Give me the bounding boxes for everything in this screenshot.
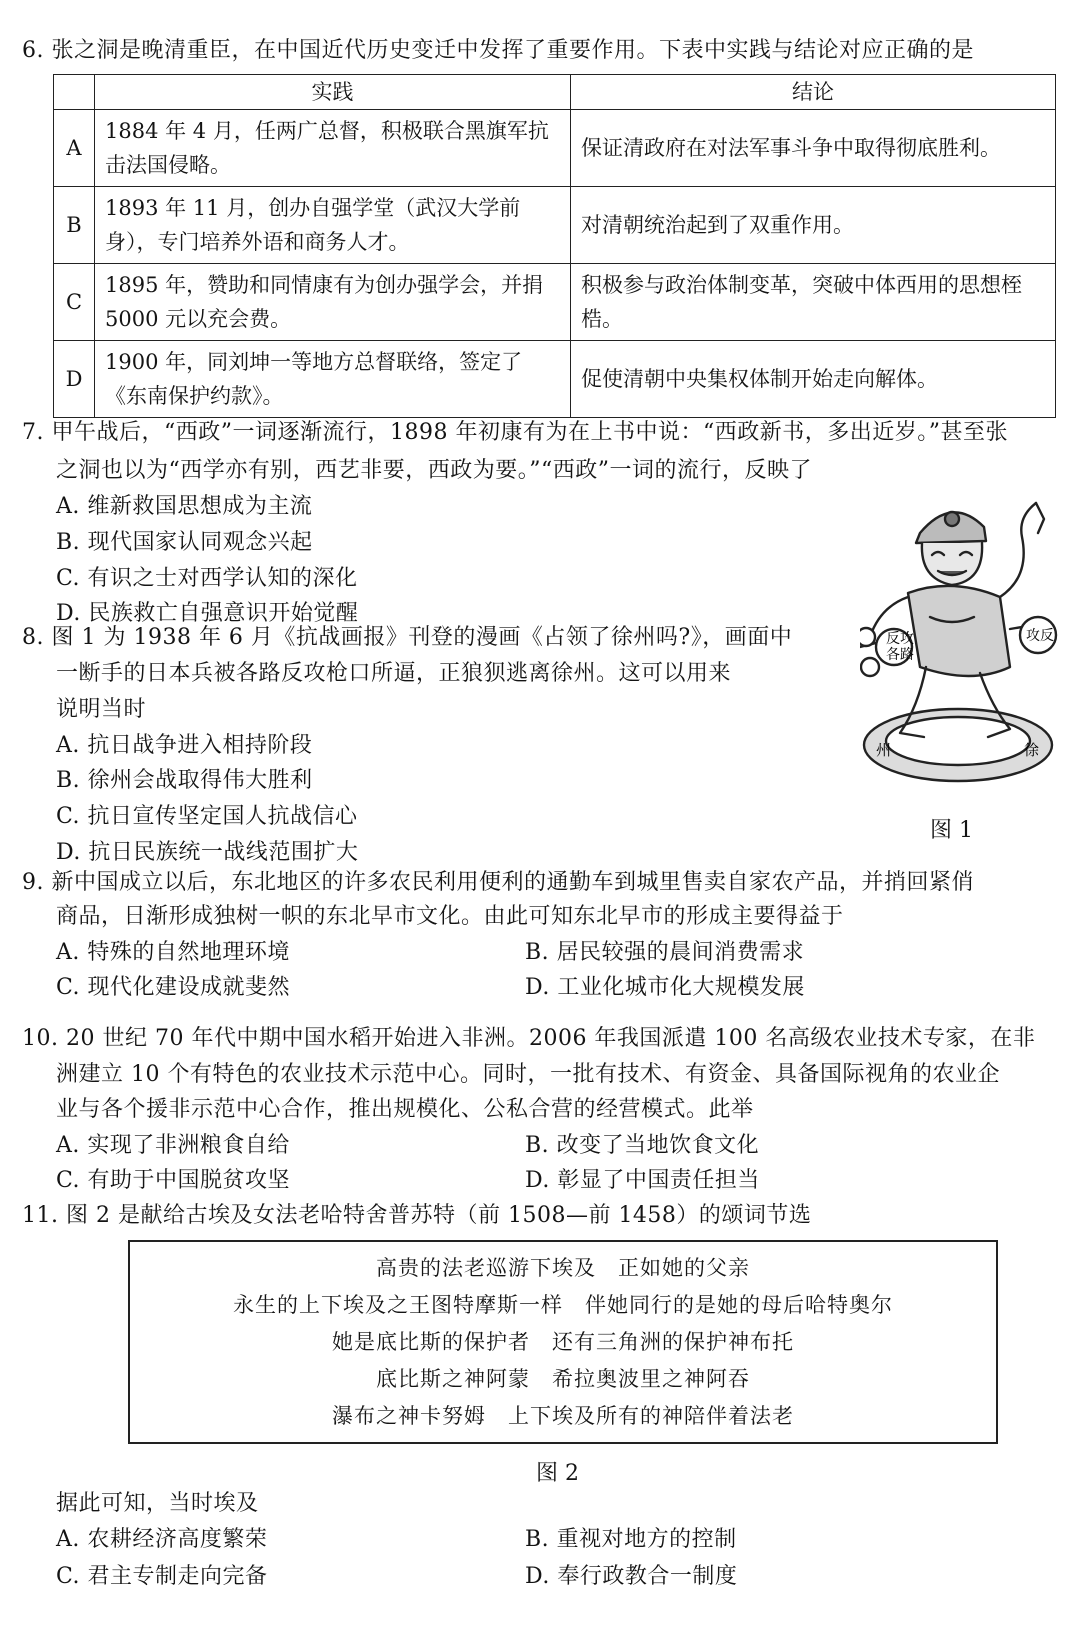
- q9-option-a: A. 特殊的自然地理环境: [56, 940, 290, 965]
- eulogy-line-4: 底比斯之神阿蒙 希拉奥波里之神阿吞: [376, 1367, 750, 1391]
- table-row: [54, 341, 1056, 418]
- q11-option-a: A. 农耕经济高度繁荣: [56, 1527, 268, 1552]
- figure-2-caption: 图 2: [536, 1461, 579, 1486]
- q8-option-a: A. 抗日战争进入相持阶段: [56, 733, 313, 758]
- q6-table: [53, 74, 1056, 418]
- figure-1-cartoon: [860, 497, 1058, 827]
- q8-option-d: D. 抗日民族统一战线范围扩大: [56, 840, 359, 865]
- q8-option-b: B. 徐州会战取得伟大胜利: [56, 768, 313, 793]
- q11-stem: 11. 图 2 是献给古埃及女法老哈特舍普苏特（前 1508—前 1458）的颂词节选: [22, 1203, 812, 1228]
- q8-stem-line1: 8. 图 1 为 1938 年 6 月《抗战画报》刊登的漫画《占领了徐州吗?》，画面中: [22, 625, 793, 650]
- q11-option-b: B. 重视对地方的控制: [525, 1527, 737, 1552]
- practice-cell: 1893 年 11 月，创办自强学堂（武汉大学前身），专门培养外语和商务人才。: [95, 187, 571, 264]
- gun-label-right: 攻反: [1026, 628, 1054, 644]
- q10-option-d: D. 彰显了中国责任担当: [525, 1168, 760, 1193]
- ring-label-left: 州: [876, 741, 892, 759]
- conclusion-cell: 对清朝统治起到了双重作用。: [571, 187, 1056, 264]
- q8-option-c: C. 抗日宣传坚定国人抗战信心: [56, 804, 358, 829]
- table-row: [54, 264, 1056, 341]
- q10-stem-line1: 10. 20 世纪 70 年代中期中国水稻开始进入非洲。2006 年我国派遣 100 名高级农业技术专家，在非: [22, 1026, 1036, 1051]
- conclusion-cell: 保证清政府在对法军事斗争中取得彻底胜利。: [571, 110, 1056, 187]
- q11-option-d: D. 奉行政教合一制度: [525, 1564, 738, 1589]
- q8-stem-line2: 一断手的日本兵被各路反攻枪口所逼，正狼狈逃离徐州。这可以用来: [56, 661, 732, 686]
- option-cell: C: [54, 264, 95, 341]
- q9-stem-line1: 9. 新中国成立以后，东北地区的许多农民利用便利的通勤车到城里售卖自家农产品，并捎回紧俏: [22, 870, 974, 895]
- practice-col-header: 实践: [95, 75, 571, 110]
- table-row: [54, 187, 1056, 264]
- q10-stem-line2: 洲建立 10 个有特色的农业技术示范中心。同时，一批有技术、有资金、具备国际视角的农业企: [56, 1062, 1000, 1087]
- practice-cell: 1900 年，同刘坤一等地方总督联络，签定了《东南保护约款》。: [95, 341, 571, 418]
- q7-option-d: D. 民族救亡自强意识开始觉醒: [56, 601, 359, 626]
- conclusion-cell: 积极参与政治体制变革，突破中体西用的思想桎梏。: [571, 264, 1056, 341]
- practice-cell: 1884 年 4 月，任两广总督，积极联合黑旗军抗击法国侵略。: [95, 110, 571, 187]
- q10-option-a: A. 实现了非洲粮食自给: [56, 1133, 290, 1158]
- option-col-header: [54, 75, 95, 110]
- table-row: [54, 110, 1056, 187]
- practice-cell: 1895 年，赞助和同情康有为创办强学会，并捐 5000 元以充会费。: [95, 264, 571, 341]
- eulogy-line-2: 永生的上下埃及之王图特摩斯一样 伴她同行的是她的母后哈特奥尔: [233, 1293, 893, 1317]
- q11-option-c: C. 君主专制走向完备: [56, 1564, 268, 1589]
- figure-2-eulogy-box: [128, 1240, 998, 1444]
- q8-stem-line3: 说明当时: [56, 697, 147, 722]
- q7-stem-line1: 7. 甲午战后，“西政”一词逐渐流行，1898 年初康有为在上书中说：“西政新书，多出近岁。”甚至张: [22, 420, 1008, 445]
- option-cell: B: [54, 187, 95, 264]
- q7-stem-line2: 之洞也以为“西学亦有别，西艺非要，西政为要。”“西政”一词的流行，反映了: [56, 458, 812, 483]
- table-header-row: [54, 75, 1056, 110]
- ring-label-right: 徐: [1024, 741, 1040, 759]
- q7-option-b: B. 现代国家认同观念兴起: [56, 530, 313, 555]
- soldier-cartoon-illustration: [860, 497, 1058, 797]
- eulogy-line-3: 她是底比斯的保护者 还有三角洲的保护神布托: [332, 1330, 794, 1354]
- q7-option-c: C. 有识之士对西学认知的深化: [56, 566, 358, 591]
- q7-option-a: A. 维新救国思想成为主流: [56, 494, 313, 519]
- q9-option-d: D. 工业化城市化大规模发展: [525, 975, 805, 1000]
- q9-option-b: B. 居民较强的晨间消费需求: [525, 940, 805, 965]
- figure-1-caption: 图 1: [930, 818, 973, 843]
- eulogy-line-1: 高贵的法老巡游下埃及 正如她的父亲: [376, 1256, 750, 1280]
- q9-option-c: C. 现代化建设成就斐然: [56, 975, 291, 1000]
- option-cell: A: [54, 110, 95, 187]
- q10-option-c: C. 有助于中国脱贫攻坚: [56, 1168, 291, 1193]
- eulogy-line-5: 瀑布之神卡努姆 上下埃及所有的神陪伴着法老: [332, 1404, 794, 1428]
- option-cell: D: [54, 341, 95, 418]
- q10-stem-line3: 业与各个援非示范中心合作，推出规模化、公私合营的经营模式。此举: [56, 1097, 754, 1122]
- conclusion-cell: 促使清朝中央集权体制开始走向解体。: [571, 341, 1056, 418]
- q10-option-b: B. 改变了当地饮食文化: [525, 1133, 760, 1158]
- q11-lead: 据此可知，当时埃及: [56, 1491, 259, 1516]
- q9-stem-line2: 商品，日渐形成独树一帜的东北早市文化。由此可知东北早市的形成主要得益于: [56, 904, 844, 929]
- gun-label-left-2: 各路: [886, 647, 914, 663]
- gun-label-left-1: 反攻: [886, 631, 914, 647]
- conclusion-col-header: 结论: [571, 75, 1056, 110]
- q6-stem: 6. 张之洞是晚清重臣，在中国近代历史变迁中发挥了重要作用。下表中实践与结论对应正确的是: [22, 38, 974, 63]
